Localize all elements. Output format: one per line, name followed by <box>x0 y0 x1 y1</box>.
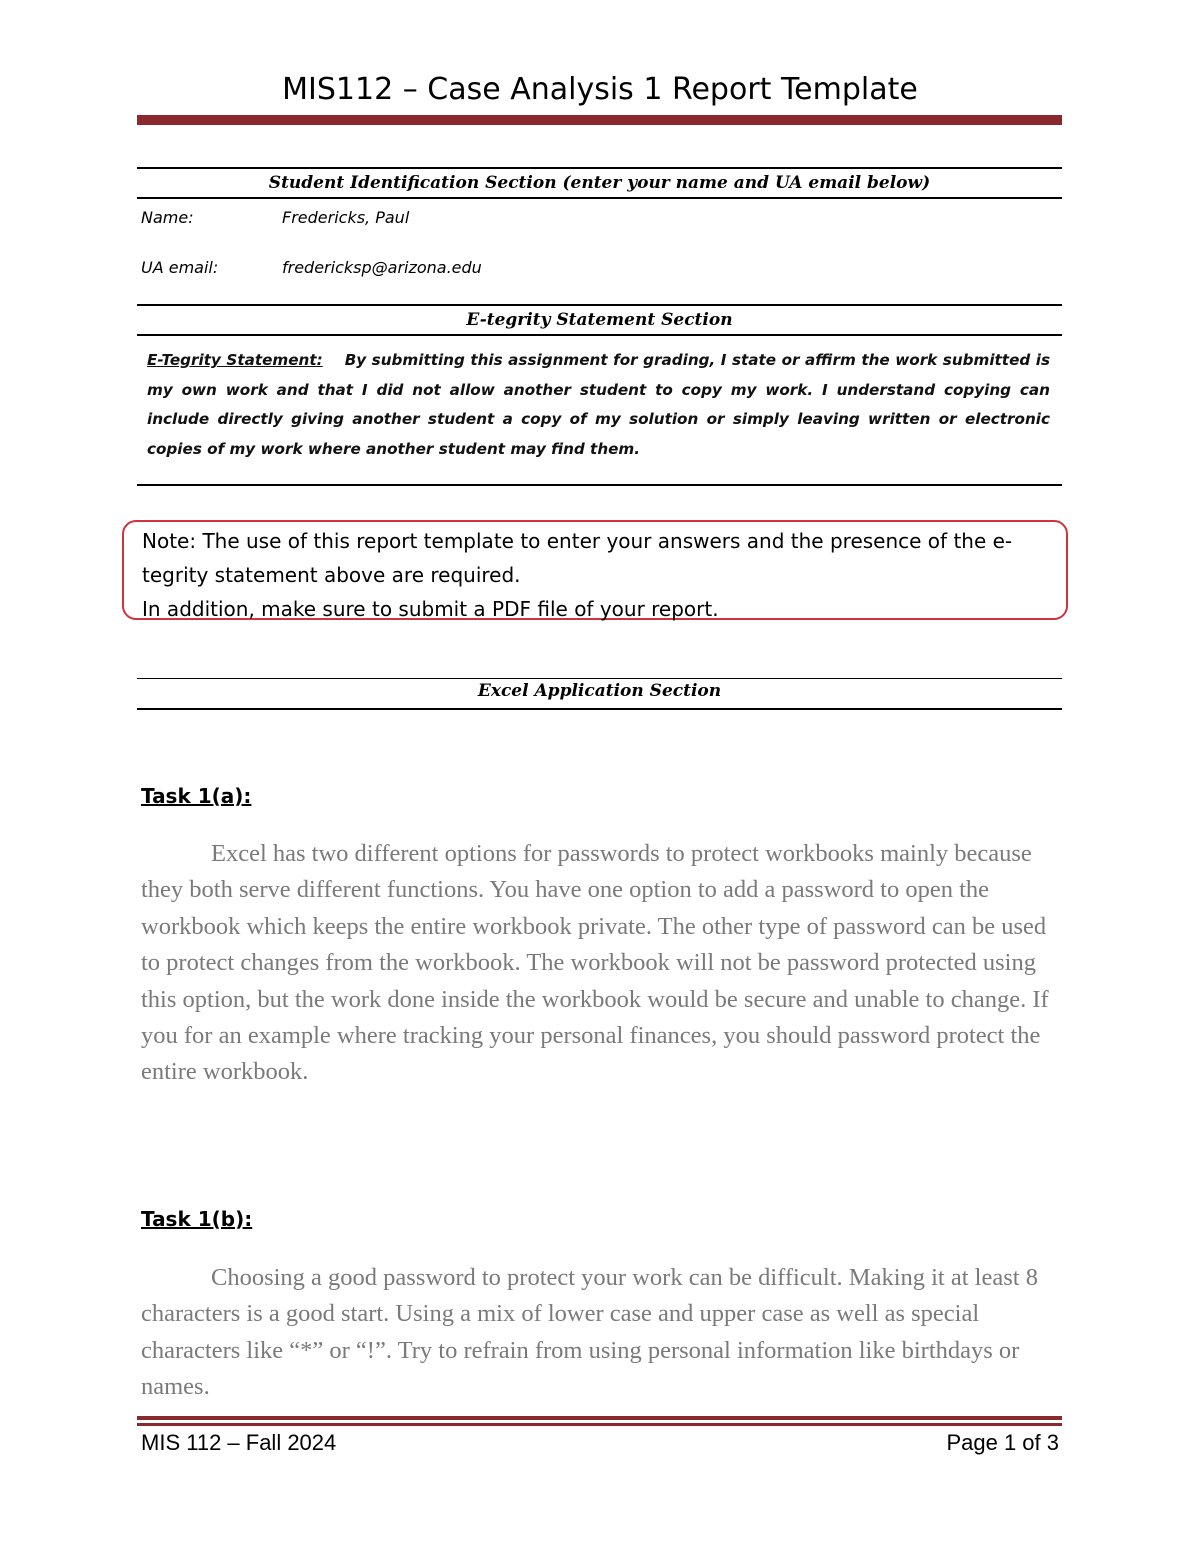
task-1a-heading: Task 1(a): <box>141 784 252 808</box>
task-1b-answer <box>141 1260 1051 1406</box>
section-rule <box>137 678 1062 679</box>
etegrity-statement-label: E-Tegrity Statement: <box>147 351 323 369</box>
note-line-1: Note: The use of this report template to enter your answers and the presence of the e-tegrity statement above are required. <box>142 529 1013 587</box>
note-line-2: In addition, make sure to submit a PDF file of your report. <box>142 597 719 621</box>
task-1b-answer-text: Choosing a good password to protect your work can be difficult. Making it at least 8 characters is a good start. Using a mix of lower case and upper case as well as special characters like “*” or “!”. Try to refrain from using personal information like birthdays or names. <box>141 1264 1038 1401</box>
page-title: MIS112 – Case Analysis 1 Report Template <box>282 72 918 107</box>
section-rule <box>137 708 1062 710</box>
section-rule <box>137 334 1062 336</box>
task-1b-heading: Task 1(b): <box>141 1207 253 1231</box>
name-label: Name: <box>141 208 194 227</box>
task-1a-answer-text: Excel has two different options for passwords to protect workbooks mainly because they both serve different functions. You have one option to add a password to open the workbook which keeps the entire workbook private. The other type of password can be used to protect changes from the workbook. The workbook will not be password protected using this option, but the work done inside the workbook would be secure and unable to change. If you for an example where tracking your personal finances, you should password protect the entire workbook. <box>141 840 1049 1086</box>
email-value: fredericksp@arizona.edu <box>282 258 482 277</box>
footer-divider-bottom <box>137 1423 1062 1426</box>
email-label: UA email: <box>141 258 219 277</box>
etegrity-section-heading: E-tegrity Statement Section <box>466 310 733 330</box>
footer-divider-top <box>137 1416 1062 1420</box>
header-divider <box>137 115 1062 125</box>
etegrity-statement-text: By submitting this assignment for grading, I state or affirm the work submitted is my own work and that I did not allow another student to copy my work. I understand copying can include directly giving another student a copy of my solution or simply leaving written or electronic copies of my work where another student may find them. <box>147 351 1050 458</box>
section-rule <box>137 197 1062 199</box>
footer-page-number: Page 1 of 3 <box>946 1430 1059 1455</box>
task-1a-answer <box>141 836 1051 1091</box>
footer-course: MIS 112 – Fall 2024 <box>141 1430 337 1455</box>
excel-section-heading: Excel Application Section <box>477 681 722 701</box>
section-rule <box>137 304 1062 306</box>
student-section-heading: Student Identification Section (enter your name and UA email below) <box>268 173 931 193</box>
note-text <box>142 524 1062 626</box>
section-rule <box>137 484 1062 486</box>
section-rule <box>137 167 1062 169</box>
name-value: Fredericks, Paul <box>282 208 410 227</box>
etegrity-statement <box>147 346 1050 464</box>
